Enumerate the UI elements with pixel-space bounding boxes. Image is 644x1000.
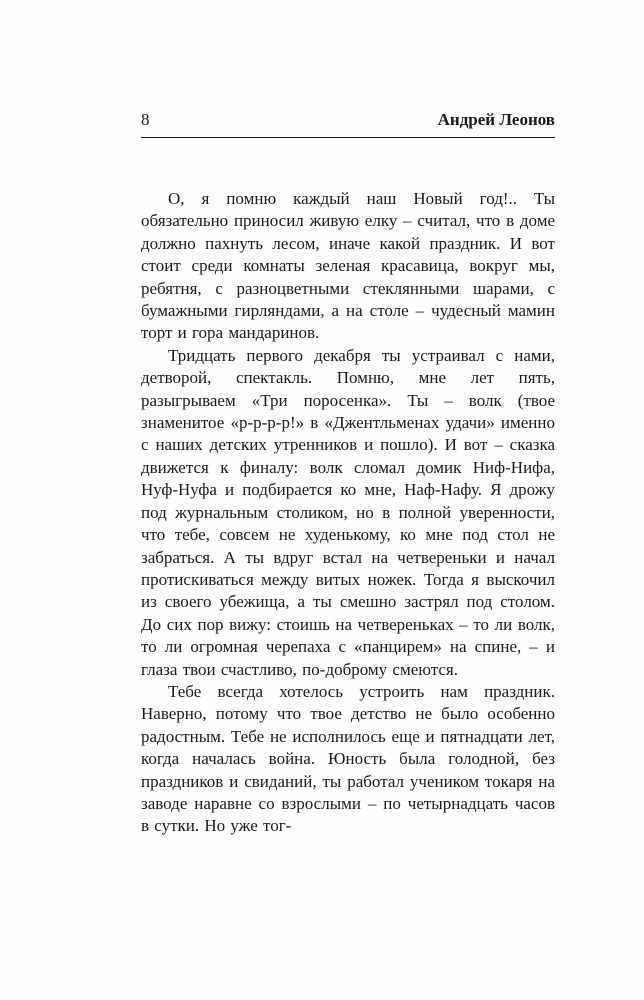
page-number: 8 (141, 110, 150, 129)
book-page (141, 110, 555, 838)
running-title: Андрей Леонов (437, 110, 555, 129)
paragraph-3: Тебе всегда хотелось устроить нам праздник. Наверно, потому что твое детство не было особенно радостным. Тебе не исполнилось еще и пятнадцати лет, когда началась война. Юность была голодной, без праздников и свиданий, ты работал учеником токаря на заводе наравне со взрослыми – по четырнадцать часов в сутки. Но уже тог- (141, 681, 555, 836)
paragraph-2: Тридцать первого декабря ты устраивал с нами, детворой, спектакль. Помню, мне лет пять, разыгрываем «Три поросенка». Ты – волк (твое знаменитое «р-р-р-р!» в «Джентльменах удачи» именно с наших детских утренников и пошло). И вот – сказка движется к финалу: волк сломал домик Ниф-Нифа, Нуф-Нуфа и подбирается ко мне, Наф-Нафу. Я дрожу под журнальным столиком, но в полной уверенности, что тебе, совсем не худенькому, ко мне под стол не забраться. А ты вдруг встал на четвереньки и начал протискиваться между витых ножек. Тогда я выскочил из своего убежища, а ты смешно застрял под столом. До сих пор вижу: стоишь на четвереньках – то ли волк, то ли огромная черепаха с «панцирем» на спине, – и глаза твои счастливо, по-доброму смеются. (141, 345, 555, 679)
paragraph-1: О, я помню каждый наш Новый год!.. Ты обязательно приносил живую елку – считал, что в доме должно пахнуть лесом, иначе какой праздник. И вот стоит среди комнаты зеленая красавица, вокруг мы, ребятня, с разноцветными стеклянными шарами, с бумажными гирляндами, а на столе – чудесный мамин торт и гора мандаринов. (141, 189, 555, 343)
body-text (141, 188, 555, 838)
running-head (141, 110, 555, 138)
